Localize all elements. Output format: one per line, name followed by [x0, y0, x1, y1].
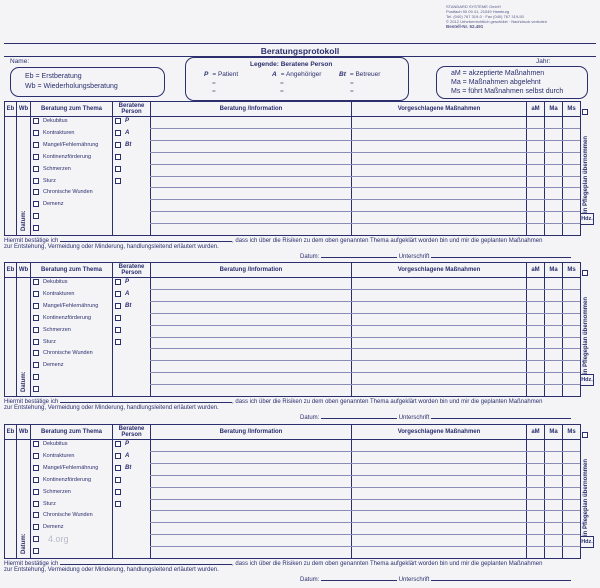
topic-checkbox[interactable] [33, 201, 39, 207]
person-item[interactable] [115, 489, 125, 495]
measure-legend-ms: Ms = führt Maßnahmen selbst durch [451, 88, 564, 95]
person-checkbox[interactable] [115, 154, 121, 160]
statement-line-1 [4, 559, 542, 567]
statement-line-2: zur Entstehung, Vermeidung oder Minderung, handlungsleitend erläutert wurden. [4, 405, 219, 411]
topic-checkbox[interactable] [33, 142, 39, 148]
statement-start: Hiermit bestätige ich [4, 399, 59, 405]
ruled-line [150, 164, 580, 165]
header-am: aM [526, 424, 545, 440]
topic-checkbox[interactable] [33, 362, 39, 368]
topic-checkbox[interactable] [33, 315, 39, 321]
legend-patient-text: = Patient [212, 71, 239, 78]
ruled-line [150, 546, 580, 547]
ruled-line [150, 510, 580, 511]
topic-item[interactable] [33, 213, 43, 219]
topic-label: Schmerzen [43, 326, 71, 333]
header-ms: Ms [562, 262, 581, 278]
topic-label: Mangel/Fehlernährung [43, 464, 99, 471]
legend-blank-2: = [280, 80, 284, 87]
header-person: Beratene Person [112, 262, 151, 278]
publisher-info [446, 4, 596, 29]
ruled-line [150, 211, 580, 212]
datum-label: Datum: [300, 254, 320, 260]
header-info: Beratung /Information [150, 424, 352, 440]
person-checkbox[interactable] [115, 477, 121, 483]
topic-item[interactable] [33, 350, 93, 356]
ruled-line [150, 475, 580, 476]
header-wb: Wb [16, 262, 31, 278]
topic-label: Kontrakturen [43, 452, 75, 459]
statement-end: , dass ich über die Risiken zu dem oben genannten Thema aufgeklärt worden bin und mir die geplanten Maßnahmen [232, 238, 543, 244]
topic-label: Chronische Wunden [43, 350, 93, 357]
person-checkbox[interactable] [115, 453, 121, 459]
topic-item[interactable] [33, 362, 63, 368]
topic-checkbox[interactable] [33, 350, 39, 356]
pflegeplan-checkbox[interactable] [582, 109, 588, 115]
header-person: Beratene Person [112, 424, 151, 440]
ruled-line [150, 301, 580, 302]
measure-legend-ma: Ma = Maßnahmen abgelehnt [451, 79, 541, 86]
person-checkbox[interactable] [115, 118, 121, 124]
header-eb: Eb [4, 101, 17, 117]
publisher-copyright: © 2012 Urheberrechtlich geschützt · Nachdruck verboten [446, 19, 547, 24]
topic-item[interactable] [33, 374, 43, 380]
signature-label: Unterschrift [398, 577, 430, 583]
year-label: Jahr: [536, 58, 551, 65]
topic-checkbox[interactable] [33, 279, 39, 285]
person-checkbox[interactable] [115, 178, 121, 184]
person-checkbox[interactable] [115, 441, 121, 447]
ruled-line [150, 522, 580, 523]
legend-relative-code: A [272, 71, 277, 78]
person-checkbox[interactable] [115, 489, 121, 495]
header-ma: Ma [544, 424, 563, 440]
statement-start: Hiermit bestätige ich [4, 561, 59, 567]
topic-item[interactable] [33, 166, 71, 172]
topic-label: Mangel/Fehlernährung [43, 141, 99, 148]
signature-line [300, 575, 571, 583]
topic-label: Dekubitus [43, 441, 68, 447]
topic-checkbox[interactable] [33, 512, 39, 518]
topic-item[interactable] [33, 465, 98, 471]
topic-checkbox[interactable] [33, 225, 39, 231]
header-ms: Ms [562, 101, 581, 117]
pflegeplan-label: in Pflegeplan übernommen [583, 458, 589, 536]
topic-label: Chronische Wunden [43, 512, 93, 519]
header-am: aM [526, 101, 545, 117]
topic-checkbox[interactable] [33, 339, 39, 345]
topic-checkbox[interactable] [33, 489, 39, 495]
person-code: Bt [125, 464, 132, 471]
topic-checkbox[interactable] [33, 501, 39, 507]
statement-line-1 [4, 397, 542, 405]
statement-name-field[interactable] [60, 559, 232, 565]
publisher-address: Postfach 90 09 41, 21049 Hamburg [446, 9, 510, 14]
statement-line-2: zur Entstehung, Vermeidung oder Minderung, handlungsleitend erläutert wurden. [4, 244, 219, 250]
topic-item[interactable] [33, 386, 43, 392]
topic-checkbox[interactable] [33, 453, 39, 459]
publisher-company: STANDARD SYSTEME GmbH [446, 4, 501, 9]
header-info: Beratung /Information [150, 101, 352, 117]
person-item[interactable] [115, 465, 131, 471]
legend-patient [204, 71, 238, 78]
ruled-line [150, 451, 580, 452]
ruled-line [150, 187, 580, 188]
topic-checkbox[interactable] [33, 536, 39, 542]
signature-field[interactable] [431, 413, 571, 419]
legend-blank-3: = [350, 80, 354, 87]
statement-line-2: zur Entstehung, Vermeidung oder Minderung, handlungsleitend erläutert wurden. [4, 567, 219, 573]
header-topic: Beratung zum Thema [30, 262, 113, 278]
person-item[interactable] [115, 315, 125, 321]
type-legend-wb: Wb = Wiederholungsberatung [25, 83, 118, 90]
topic-item[interactable] [33, 154, 91, 160]
topic-label: Sturz [43, 338, 56, 345]
ruled-line [150, 463, 580, 464]
legend-blank-4: = [212, 88, 216, 95]
person-code: P [125, 279, 130, 285]
datum-vertical: Datum: [21, 210, 27, 231]
ruled-line [150, 534, 580, 535]
person-checkbox[interactable] [115, 327, 121, 333]
datum-field[interactable] [321, 413, 397, 419]
topic-checkbox[interactable] [33, 374, 39, 380]
topic-checkbox[interactable] [33, 189, 39, 195]
statement-start: Hiermit bestätige ich [4, 238, 59, 244]
person-item[interactable] [115, 327, 125, 333]
topic-item[interactable] [33, 142, 98, 148]
name-label: Name: [10, 58, 30, 65]
topic-item[interactable] [33, 118, 67, 124]
topic-item[interactable] [33, 327, 71, 333]
ruled-line [150, 152, 580, 153]
topic-label: Kontinenzförderung [43, 476, 92, 483]
ruled-line [150, 128, 580, 129]
topic-label: Chronische Wunden [43, 189, 93, 196]
legend-caregiver-text: = Betreuer [349, 71, 381, 78]
topic-label: Demenz [43, 524, 64, 531]
topic-label: Schmerzen [43, 488, 71, 495]
topic-checkbox[interactable] [33, 548, 39, 554]
ruled-line [150, 140, 580, 141]
topic-item[interactable] [33, 339, 56, 345]
topic-item[interactable] [33, 178, 56, 184]
topic-label: Kontrakturen [43, 290, 75, 297]
legend-caregiver-code: Bt [339, 71, 346, 78]
topic-label: Demenz [43, 362, 64, 369]
person-code: Bt [125, 302, 132, 309]
header-ms: Ms [562, 424, 581, 440]
person-checkbox[interactable] [115, 315, 121, 321]
topic-label: Kontinenzförderung [43, 153, 92, 160]
header-topic: Beratung zum Thema [30, 424, 113, 440]
legend-caregiver [339, 71, 380, 78]
person-item[interactable] [115, 477, 125, 483]
topic-label: Schmerzen [43, 165, 71, 172]
person-checkbox[interactable] [115, 166, 121, 172]
person-item[interactable] [115, 166, 125, 172]
protocol-block-3 [4, 424, 594, 588]
topic-checkbox[interactable] [33, 465, 39, 471]
topic-item[interactable] [33, 477, 91, 483]
protocol-block-2 [4, 262, 594, 426]
header-person: Beratene Person [112, 101, 151, 117]
topic-checkbox[interactable] [33, 166, 39, 172]
datum-label: Datum: [300, 415, 320, 421]
topic-label: Mangel/Fehlernährung [43, 302, 99, 309]
datum-field[interactable] [321, 575, 397, 581]
datum-vertical: Datum: [21, 533, 27, 554]
person-item[interactable] [115, 339, 125, 345]
header-ma: Ma [544, 101, 563, 117]
ruled-line [150, 348, 580, 349]
topic-item[interactable] [33, 453, 75, 459]
topic-item[interactable] [33, 279, 67, 285]
person-item[interactable] [115, 453, 129, 459]
ruled-line [150, 313, 580, 314]
header-am: aM [526, 262, 545, 278]
header-info: Beratung /Information [150, 262, 352, 278]
topic-checkbox[interactable] [33, 524, 39, 530]
topic-item[interactable] [33, 512, 93, 518]
topic-item[interactable] [33, 291, 75, 297]
signature-field[interactable] [431, 252, 571, 258]
person-checkbox[interactable] [115, 130, 121, 136]
person-item[interactable] [115, 303, 131, 309]
ruled-line [150, 176, 580, 177]
page-title: Beratungsprotokoll [260, 46, 340, 56]
header-topic: Beratung zum Thema [30, 101, 113, 117]
header-measures: Vorgeschlagene Maßnahmen [351, 101, 527, 117]
topic-item[interactable] [33, 501, 56, 507]
topic-label: Dekubitus [43, 279, 68, 285]
statement-name-field[interactable] [60, 397, 232, 403]
person-code: Bt [125, 141, 132, 148]
ruled-line [150, 372, 580, 373]
ruled-line [150, 337, 580, 338]
topic-item[interactable] [33, 303, 98, 309]
person-code: A [125, 452, 130, 459]
ruled-line [150, 384, 580, 385]
datum-label: Datum: [300, 577, 320, 583]
ruled-line [150, 199, 580, 200]
person-item[interactable] [115, 178, 125, 184]
type-legend [10, 67, 165, 97]
signature-field[interactable] [431, 575, 571, 581]
ruled-line [150, 289, 580, 290]
topic-item[interactable] [33, 225, 43, 231]
statement-line-1 [4, 236, 542, 244]
topic-checkbox[interactable] [33, 303, 39, 309]
topic-checkbox[interactable] [33, 386, 39, 392]
header-wb: Wb [16, 424, 31, 440]
person-item[interactable] [115, 279, 129, 285]
type-legend-eb: Eb = Erstberatung [25, 73, 82, 80]
statement-end: , dass ich über die Risiken zu dem oben genannten Thema aufgeklärt worden bin und mir die geplanten Maßnahmen [232, 399, 543, 405]
topic-label: Dekubitus [43, 118, 68, 124]
person-code: A [125, 290, 130, 297]
signature-label: Unterschrift [398, 415, 430, 421]
person-item[interactable] [115, 154, 125, 160]
hdz-field[interactable]: Hdz. [580, 374, 594, 386]
statement-name-field[interactable] [60, 236, 232, 242]
header-wb: Wb [16, 101, 31, 117]
topic-item[interactable] [33, 130, 75, 136]
person-code: P [125, 118, 130, 124]
header-ma: Ma [544, 262, 563, 278]
legend-patient-code: P [204, 71, 209, 78]
pflegeplan-label: in Pflegeplan übernommen [583, 135, 589, 213]
legend-relative [272, 71, 321, 78]
legend-relative-text: = Angehöriger [280, 71, 322, 78]
person-checkbox[interactable] [115, 339, 121, 345]
topic-item[interactable] [33, 536, 43, 542]
ruled-line [150, 223, 580, 224]
topic-checkbox[interactable] [33, 118, 39, 124]
ruled-line [150, 499, 580, 500]
person-checkbox[interactable] [115, 279, 121, 285]
person-item[interactable] [115, 130, 129, 136]
datum-field[interactable] [321, 252, 397, 258]
person-checkbox[interactable] [115, 501, 121, 507]
header-eb: Eb [4, 424, 17, 440]
person-item[interactable] [115, 501, 125, 507]
person-item[interactable] [115, 118, 129, 124]
person-code: P [125, 441, 130, 447]
header-measures: Vorgeschlagene Maßnahmen [351, 424, 527, 440]
signature-line [300, 413, 571, 421]
topic-label: Demenz [43, 201, 64, 208]
ruled-line [150, 325, 580, 326]
pflegeplan-checkbox[interactable] [582, 432, 588, 438]
topic-label: Sturz [43, 177, 56, 184]
topic-item[interactable] [33, 201, 63, 207]
person-item[interactable] [115, 142, 131, 148]
topic-label: Kontrakturen [43, 129, 75, 136]
hdz-field[interactable]: Hdz. [580, 536, 594, 548]
topic-item[interactable] [33, 489, 71, 495]
person-code: A [125, 129, 130, 136]
topic-checkbox[interactable] [33, 213, 39, 219]
person-checkbox[interactable] [115, 303, 121, 309]
topic-label: Kontinenzförderung [43, 314, 92, 321]
topic-label: Sturz [43, 500, 56, 507]
ruled-line [150, 360, 580, 361]
pflegeplan-checkbox[interactable] [582, 270, 588, 276]
statement-end: , dass ich über die Risiken zu dem oben genannten Thema aufgeklärt worden bin und mir die geplanten Maßnahmen [232, 561, 543, 567]
order-number: Bestell-Nr. 62.491 [446, 24, 484, 29]
topic-checkbox[interactable] [33, 327, 39, 333]
top-divider [4, 43, 596, 44]
signature-line [300, 252, 571, 260]
topic-item[interactable] [33, 524, 63, 530]
datum-vertical: Datum: [21, 371, 27, 392]
topic-item[interactable] [33, 548, 43, 554]
legend-blank-5: = [280, 88, 284, 95]
topic-item[interactable] [33, 441, 67, 447]
ruled-line [150, 487, 580, 488]
person-checkbox[interactable] [115, 142, 121, 148]
header-measures: Vorgeschlagene Maßnahmen [351, 262, 527, 278]
measure-legend [436, 66, 588, 99]
topic-checkbox[interactable] [33, 477, 39, 483]
hdz-field[interactable]: Hdz. [580, 213, 594, 225]
topic-checkbox[interactable] [33, 291, 39, 297]
pflegeplan-label: in Pflegeplan übernommen [583, 296, 589, 374]
topic-checkbox[interactable] [33, 441, 39, 447]
legend-blank-1: = [212, 80, 216, 87]
signature-label: Unterschrift [398, 254, 430, 260]
watermark: 4.org [48, 534, 69, 544]
topic-checkbox[interactable] [33, 130, 39, 136]
person-item[interactable] [115, 291, 129, 297]
person-item[interactable] [115, 441, 129, 447]
protocol-block-1 [4, 101, 594, 265]
legend-blank-6: = [350, 88, 354, 95]
measure-legend-am: aM = akzeptierte Maßnahmen [451, 70, 545, 77]
person-legend [185, 57, 409, 101]
topic-item[interactable] [33, 189, 93, 195]
topic-checkbox[interactable] [33, 154, 39, 160]
publisher-phone: Tel. (040) 767 319-0 · Fax (040) 767 319-50 [446, 14, 524, 19]
topic-item[interactable] [33, 315, 91, 321]
person-legend-title: Legende: Beratene Person [250, 61, 333, 68]
person-checkbox[interactable] [115, 291, 121, 297]
header-eb: Eb [4, 262, 17, 278]
topic-checkbox[interactable] [33, 178, 39, 184]
person-checkbox[interactable] [115, 465, 121, 471]
